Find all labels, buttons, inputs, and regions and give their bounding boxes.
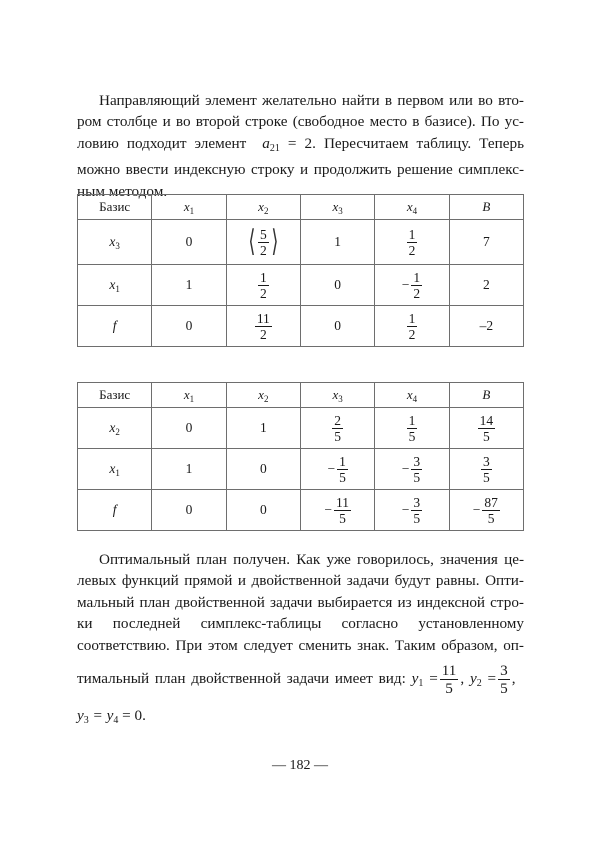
simplex-table-2 — [77, 382, 524, 531]
cell: $\frac{1}{2}$ — [375, 220, 449, 265]
cell: 0 — [152, 220, 226, 265]
text-line: соответствию. При этом следует сменить знак. Таким образом, оп- — [77, 636, 524, 654]
text-line: мальный план двойственной задачи выбирается из индексной стро- — [77, 593, 524, 611]
text-line: Направляющий элемент желательно найти в первом или во вто- — [99, 92, 524, 109]
table-header-row — [78, 383, 524, 408]
page-number: — 182 — — [272, 758, 328, 773]
text-line: ловию подходит элемент $a_{21} = 2$. Пересчитаем таблицу. Теперь — [77, 134, 524, 154]
cell: 2 — [449, 265, 523, 306]
text-line: левых функций прямой и двойственной задачи будут равны. Опти- — [77, 572, 524, 590]
cell: − $\frac{3}{5}$ — [375, 449, 449, 490]
cell-basis: $x_1$ — [78, 265, 152, 306]
dual-y3-y4: $y_3 = y_4$ — [77, 707, 119, 727]
header-x1: $x_1$ — [152, 383, 226, 408]
cell-basis: $x_1$ — [78, 449, 152, 490]
paragraph-intro — [77, 90, 524, 202]
header-b: B — [449, 383, 523, 408]
cell: $\frac{11}{2}$ — [226, 306, 300, 347]
text-line: Оптимальный план получен. Как уже говорилось, значения це- — [99, 551, 524, 568]
cell: 7 — [449, 220, 523, 265]
cell: − $\frac{1}{5}$ — [300, 449, 374, 490]
cell: 1 — [152, 265, 226, 306]
paragraph-conclusion — [77, 549, 524, 731]
cell: 0 — [226, 490, 300, 531]
cell: $\frac{14}{5}$ — [449, 408, 523, 449]
header-x3: $x_3$ — [300, 195, 374, 220]
table-header-row — [78, 195, 524, 220]
cell: 0 — [300, 265, 374, 306]
cell: − $\frac{87}{5}$ — [449, 490, 523, 531]
cell: $\frac{2}{5}$ — [300, 408, 374, 449]
cell: $\frac{1}{2}$ — [226, 265, 300, 306]
text-line: тимальный план двойственной задачи имеет вид: $y_1$ = $\frac{11}{5}$ , $y_2$ = $\frac{3}{5}$ , — [77, 662, 516, 698]
table-row — [78, 490, 524, 531]
cell-basis: $x_2$ — [78, 408, 152, 449]
header-x4: $x_4$ — [375, 195, 449, 220]
cell-pivot: ⟨ $\frac{5}{2}$ ⟩ — [226, 220, 300, 265]
table-row — [78, 265, 524, 306]
table-row — [78, 220, 524, 265]
cell-basis: $x_3$ — [78, 220, 152, 265]
text-line: ным методом. — [77, 182, 168, 200]
cell: − $\frac{1}{2}$ — [375, 265, 449, 306]
cell-basis: f — [78, 306, 152, 347]
header-x2: $x_2$ — [226, 195, 300, 220]
cell: − $\frac{11}{5}$ — [300, 490, 374, 531]
cell: $\frac{1}{5}$ — [375, 408, 449, 449]
cell: –2 — [449, 306, 523, 347]
simplex-table-1 — [77, 194, 524, 347]
header-basis: Базис — [78, 383, 152, 408]
pivot-element: $a_{21} = 2$ — [262, 134, 313, 154]
cell: 0 — [152, 408, 226, 449]
text-line: можно ввести индексную строку и продолжить решение симплекс- — [77, 161, 524, 179]
header-x3: $x_3$ — [300, 383, 374, 408]
header-basis: Базис — [78, 195, 152, 220]
header-x1: $x_1$ — [152, 195, 226, 220]
table-row — [78, 306, 524, 347]
cell: − $\frac{3}{5}$ — [375, 490, 449, 531]
cell: 0 — [152, 306, 226, 347]
cell: 1 — [152, 449, 226, 490]
cell: $\frac{1}{2}$ — [375, 306, 449, 347]
header-b: B — [449, 195, 523, 220]
text-line: ки последней симплекс-таблицы согласно установленному — [77, 615, 524, 633]
table-row — [78, 449, 524, 490]
dual-y2: $y_2$ — [469, 670, 482, 690]
dual-y1: $y_1$ — [411, 670, 424, 690]
cell: 0 — [300, 306, 374, 347]
cell: 1 — [300, 220, 374, 265]
cell-basis: f — [78, 490, 152, 531]
cell: 0 — [226, 449, 300, 490]
cell: 0 — [152, 490, 226, 531]
cell: $\frac{3}{5}$ — [449, 449, 523, 490]
header-x2: $x_2$ — [226, 383, 300, 408]
header-x4: $x_4$ — [375, 383, 449, 408]
text-line: $y_3 = y_4 = 0$. — [77, 707, 146, 727]
text-line: ром столбце и во второй строке (свободное место в базисе). По ус- — [77, 113, 524, 131]
cell: 1 — [226, 408, 300, 449]
table-row — [78, 408, 524, 449]
